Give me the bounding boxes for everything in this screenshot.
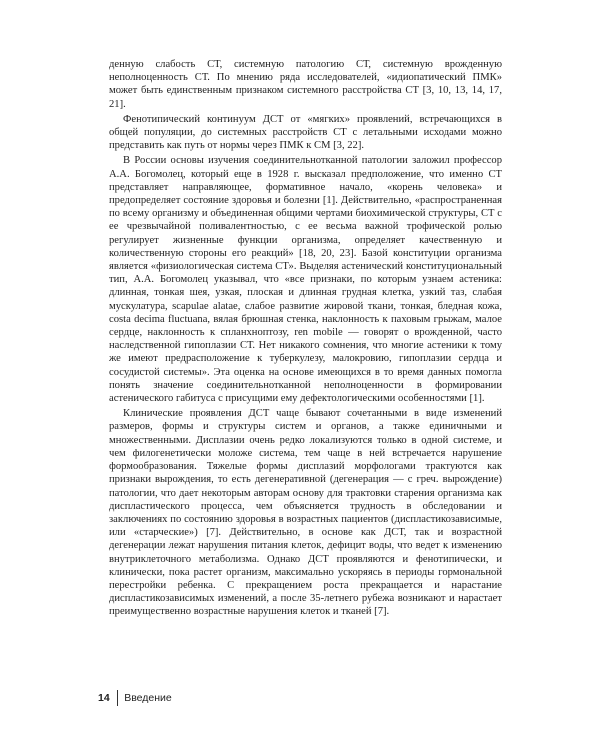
paragraph-3: В России основы изучения соединительнотканной патологии заложил профессор А.А. Богомолец, который еще в 1928 г. высказал предположение, что именно СТ представляет направляющее, формативное начало, «корень человека» и предопределяет состояние здоровья и болезни [1]. Действительно, «распространенная по всему организму и объединенная общими чертами биохимической структуры, СТ с ее чрезвычайной поливалентностью, с ее весьма важной трофической ролью регулирует жизненные функции организма, определяет качественную и количественную стороны его реакций» [18, 20, 23]. Базой конституции организма является «физиологическая система СТ». Выделяя астенический конституциональный тип, А.А. Богомолец указывал, что «все признаки, по которым узнаем астеника: длинная, тонкая шея, узкая, плоская и длинная грудная клетка, узкий таз, слабая мускулатура, scapulae alatae, слабое развитие жировой ткани, тонкая, бледная кожа, costa decima fluctuana, вялая брюшная стенка, наклонность к паховым грыжам, малое сердце, наклонность к спланхноптозу, ren mobile — говорят о врожденной, часто наследственной гипоплазии СТ. Нет никакого сомнения, что многие астеники к тому же имеют предрасположение к туберкулезу, малокровию, гипоплазии сердца и сосудистой системы». Эта оценка на основе имеющихся в то время данных помогла понять значение соединительнотканной неполноценности в формировании астенического габитуса с присущими ему дефектологическими особенностями [1].	[109, 155, 502, 405]
paragraph-2: Фенотипический континуум ДСТ от «мягких» проявлений, встречающихся в общей популяции, до системных расстройств СТ с летальными исходами можно представить как путь от нормы через ПМК к СМ [3, 22].	[109, 113, 502, 152]
body-text	[109, 58, 502, 619]
footer-divider	[117, 690, 119, 706]
paragraph-4: Клинические проявления ДСТ чаще бывают сочетанными в виде изменений размеров, формы и структуры систем и органов, а также единичными и множественными. Дисплазии очень редко локализуются только в одной системе, и чем филогенетически моложе система, тем чаще в ней встречается нарушение формообразования. Тяжелые формы дисплазий морфологами трактуются как признаки вырождения, то есть дегенеративной (дегенерация — с греч. вырождение) патологии, что дает некоторым авторам основу для трактовки старения организма как диспластического процесса, чем объясняется трудность в обследовании и заключениях по состоянию здоровья в возрастных пациентов (диспластикозависимые, или «старческие») [7]. Действительно, в основе как ДСТ, так и возрастной дегенерации лежат нарушения питания клеток, дефицит воды, что ведет к изменению внутриклеточного метаболизма. Однако ДСТ проявляются и фенотипически, и клинически, пока растет организм, максимально ускоряясь в периоды гормональной перестройки ребенка. С прекращением роста прекращается и нарастание диспластикозависимых изменений, а после 35-летнего рубежа возникают и нарастает преимущественно возрастные нарушения клеток и тканей [7].	[109, 408, 502, 618]
page-footer	[98, 690, 172, 706]
paragraph-1: денную слабость СТ, системную патологию СТ, системную врожденную неполноценность СТ. По мнению ряда исследователей, «идиопатический ПМК» может быть единственным признаком системного расстройства СТ [3, 10, 13, 14, 17, 21].	[109, 59, 502, 110]
page-number: 14	[98, 692, 110, 704]
section-title: Введение	[124, 692, 172, 704]
